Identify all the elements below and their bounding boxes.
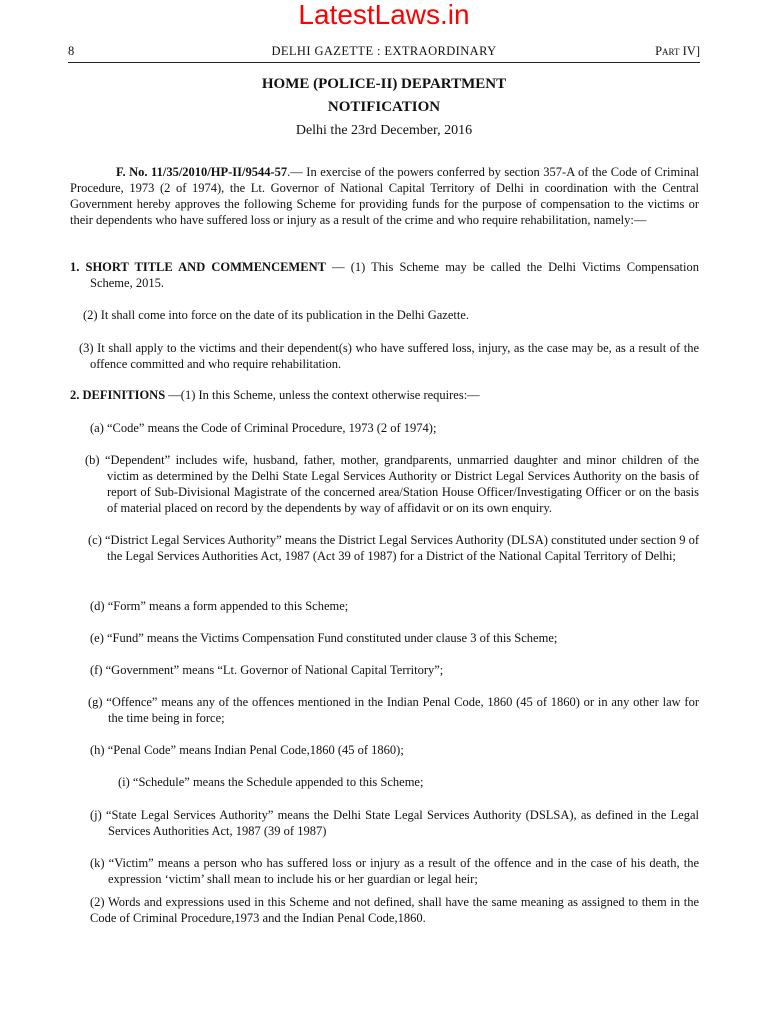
gazette-header [68,42,700,62]
definition-f: (f) “Government” means “Lt. Governor of National Capital Territory”; [90,663,444,677]
section-2-text: —(1) In this Scheme, unless the context otherwise requires:— [165,388,480,402]
section-1-heading: 1. SHORT TITLE AND COMMENCEMENT [70,260,326,274]
section-2-heading: 2. DEFINITIONS [70,388,166,402]
preamble-paragraph [70,164,699,228]
section-2-paragraph [70,387,699,403]
definition-e: (e) “Fund” means the Victims Compensation Fund constituted under clause 3 of this Scheme; [90,631,558,645]
definition-a: (a) “Code” means the Code of Criminal Procedure, 1973 (2 of 1974); [90,421,437,435]
definition-c: (c) “District Legal Services Authority” means the District Legal Services Authority (DLSA) constituted under section 9 of the Legal Services Authorities Act, 1987 (Act 39 of 1987) for a District of the National Capital Territory of Delhi; [88,533,699,563]
part-label: Part IV] [655,44,700,58]
gazette-title: DELHI GAZETTE : EXTRAORDINARY [271,44,497,58]
definition-d: (d) “Form” means a form appended to this Scheme; [90,599,349,613]
page-number: 8 [68,44,75,58]
section-1-sub-2: (2) It shall come into force on the date of its publication in the Delhi Gazette. [83,308,469,322]
section-1-text: — (1) This Scheme may be called the Delhi Victims Compensation Scheme, 2015. [90,260,699,290]
definition-h: (h) “Penal Code” means Indian Penal Code,1860 (45 of 1860); [90,743,404,757]
definition-j: (j) “State Legal Services Authority” means the Delhi State Legal Services Authority (DSLSA), as defined in the Legal Services Authorities Act, 1987 (39 of 1987) [90,808,699,838]
notification-date: Delhi the 23rd December, 2016 [295,123,473,138]
department-title: HOME (POLICE-II) DEPARTMENT [261,76,507,92]
definition-k: (k) “Victim” means a person who has suffered loss or injury as a result of the offence and in the case of his death, the expression ‘victim’ shall mean to include his or her guardian or legal heir; [90,856,699,886]
preamble-text: .— In exercise of the powers conferred by section 357-A of the Code of Criminal Procedure, 1973 (2 of 1974), the Lt. Governor of National Capital Territory of Delhi in coordination with the Central Government hereby approves the following Scheme for providing funds for the purpose of compensation to the victims or their dependents who have suffered loss or injury as a result of the crime and who require rehabilitation, namely:— [70,165,699,227]
header-rule [68,62,700,63]
notification-title: NOTIFICATION [327,99,441,115]
file-number: F. No. 11/35/2010/HP-II/9544-57 [116,165,288,179]
section-2-sub-2: (2) Words and expressions used in this Scheme and not defined, shall have the same meaning as assigned to them in the Code of Criminal Procedure,1973 and the Indian Penal Code,1860. [90,895,699,925]
definition-i: (i) “Schedule” means the Schedule appended to this Scheme; [118,775,424,789]
watermark-logo-text: LatestLaws.in [298,0,470,30]
section-1-sub-3: (3) It shall apply to the victims and their dependent(s) who have suffered loss, injury, as the case may be, as a result of the offence committed and who require rehabilitation. [79,341,699,371]
definition-b: (b) “Dependent” includes wife, husband, father, mother, grandparents, unmarried daughter and minor children of the victim as determined by the Delhi State Legal Services Authority or District Legal Services Authority on the basis of report of Sub-Divisional Magistrate of the concerned area/Station House Officer/Investigating Officer or on the basis of material placed on record by the dependents by way of affidavit or on its own enquiry. [85,453,699,515]
section-1-paragraph [70,259,699,291]
definition-g: (g) “Offence” means any of the offences mentioned in the Indian Penal Code, 1860 (45 of 1860) or in any other law for the time being in force; [88,695,699,725]
